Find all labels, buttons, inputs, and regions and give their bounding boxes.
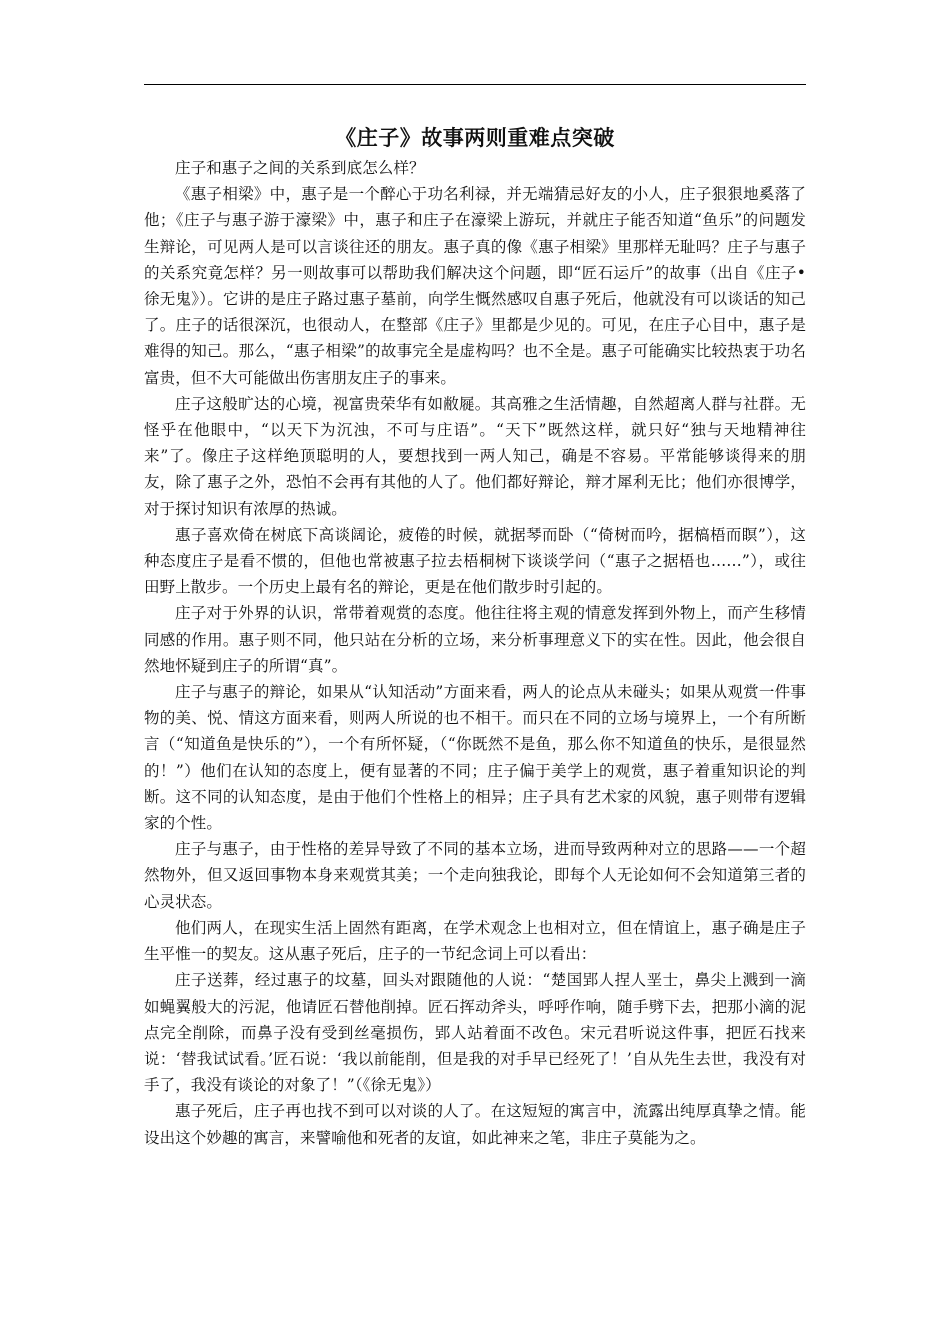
paragraph: 庄子和惠子之间的关系到底怎么样？: [175, 159, 425, 177]
paragraph: 庄子对于外界的认识，常带着观赏的态度。他往往将主观的情意发挥到外物上，而产生移情同感的作用。惠子则不同，他只站在分析的立场，来分析事理意义下的实在性。因此，他会很自然地怀疑到庄子的所谓“真”。: [144, 604, 806, 675]
paragraph: 庄子送葬，经过惠子的坟墓，回头对跟随他的人说：“楚国郢人捏人垩士，鼻尖上溅到一滴如蝇翼般大的污泥，他请匠石替他削掉。匠石挥动斧头，呼呼作响，随手劈下去，把那小滴的泥点完全削除，而鼻子没有受到丝毫损伤，郢人站着面不改色。宋元君听说这件事，把匠石找来说：‘替我试试看。’匠石说：‘我以前能削，但是我的对手早已经死了！’自从先生去世，我没有对手了，我没有谈论的对象了！”（《徐无鬼》）: [144, 971, 806, 1095]
paragraph: 惠子死后，庄子再也找不到可以对谈的人了。在这短短的寓言中，流露出纯厚真挚之情。能设出这个妙趣的寓言，来譬喻他和死者的友谊，如此神来之笔，非庄子莫能为之。: [144, 1102, 806, 1147]
paragraph: 庄子这般旷达的心境，视富贵荣华有如敝屣。其高雅之生活情趣，自然超离人群与社群。无怪乎在他眼中，“以天下为沉浊，不可与庄语”。“天下”既然这样，就只好“独与天地精神往来”了。像庄子这样绝顶聪明的人，要想找到一两人知己，确是不容易。平常能够谈得来的朋友，除了惠子之外，恐怕不会再有其他的人了。他们都好辩论，辩才犀利无比；他们亦很博学，对于探讨知识有浓厚的热诚。: [144, 394, 806, 518]
paragraph: 庄子与惠子的辩论，如果从“认知活动”方面来看，两人的论点从未碰头；如果从观赏一件事物的美、悦、情这方面来看，则两人所说的也不相干。而只在不同的立场与境界上，一个有所断言（“知道鱼是快乐的”），一个有所怀疑，（“你既然不是鱼，那么你不知道鱼的快乐，是很显然的！”）他们在认知的态度上，便有显著的不同；庄子偏于美学上的观赏，惠子着重知识论的判断。这不同的认知态度，是由于他们个性格上的相异；庄子具有艺术家的风貌，惠子则带有逻辑家的个性。: [144, 683, 806, 833]
paragraph: 惠子喜欢倚在树底下高谈阔论，疲倦的时候，就据琴而卧（“倚树而吟，据槁梧而瞑”），这种态度庄子是看不惯的，但他也常被惠子拉去梧桐树下谈谈学问（“惠子之据梧也……”），或往田野上散步。一个历史上最有名的辩论，更是在他们散步时引起的。: [144, 525, 806, 597]
paragraph: 他们两人，在现实生活上固然有距离，在学术观念上也相对立，但在情谊上，惠子确是庄子生平惟一的契友。这从惠子死后，庄子的一节纪念词上可以看出：: [144, 918, 806, 964]
header-rule: [144, 84, 806, 85]
paragraph: 《惠子相梁》中，惠子是一个醉心于功名利禄，并无端猜忌好友的小人，庄子狠狠地奚落了他；《庄子与惠子游于濠梁》中，惠子和庄子在濠梁上游玩，并就庄子能否知道“鱼乐”的问题发生辩论，可见两人是可以言谈往还的朋友。惠子真的像《惠子相梁》里那样无耻吗？庄子与惠子的关系究竟怎样？另一则故事可以帮助我们解决这个问题，即“匠石运斤”的故事（出自《庄子•徐无鬼》）。它讲的是庄子路过惠子墓前，向学生慨然感叹自惠子死后，他就没有可以谈话的知己了。庄子的话很深沉，也很动人，在整部《庄子》里都是少见的。可见，在庄子心目中，惠子是难得的知己。那么，“惠子相梁”的故事完全是虚构吗？也不全是。惠子可能确实比较热衷于功名富贵，但不大可能做出伤害朋友庄子的事来。: [144, 185, 806, 387]
document-body: [144, 155, 806, 1151]
document-page: [144, 84, 806, 1151]
document-title: 《庄子》故事两则重难点突破: [335, 126, 615, 150]
paragraph: 庄子与惠子，由于性格的差异导致了不同的基本立场，进而导致两种对立的思路——一个超然物外，但又返回事物本身来观赏其美；一个走向独我论，即每个人无论如何不会知道第三者的心灵状态。: [144, 840, 806, 911]
